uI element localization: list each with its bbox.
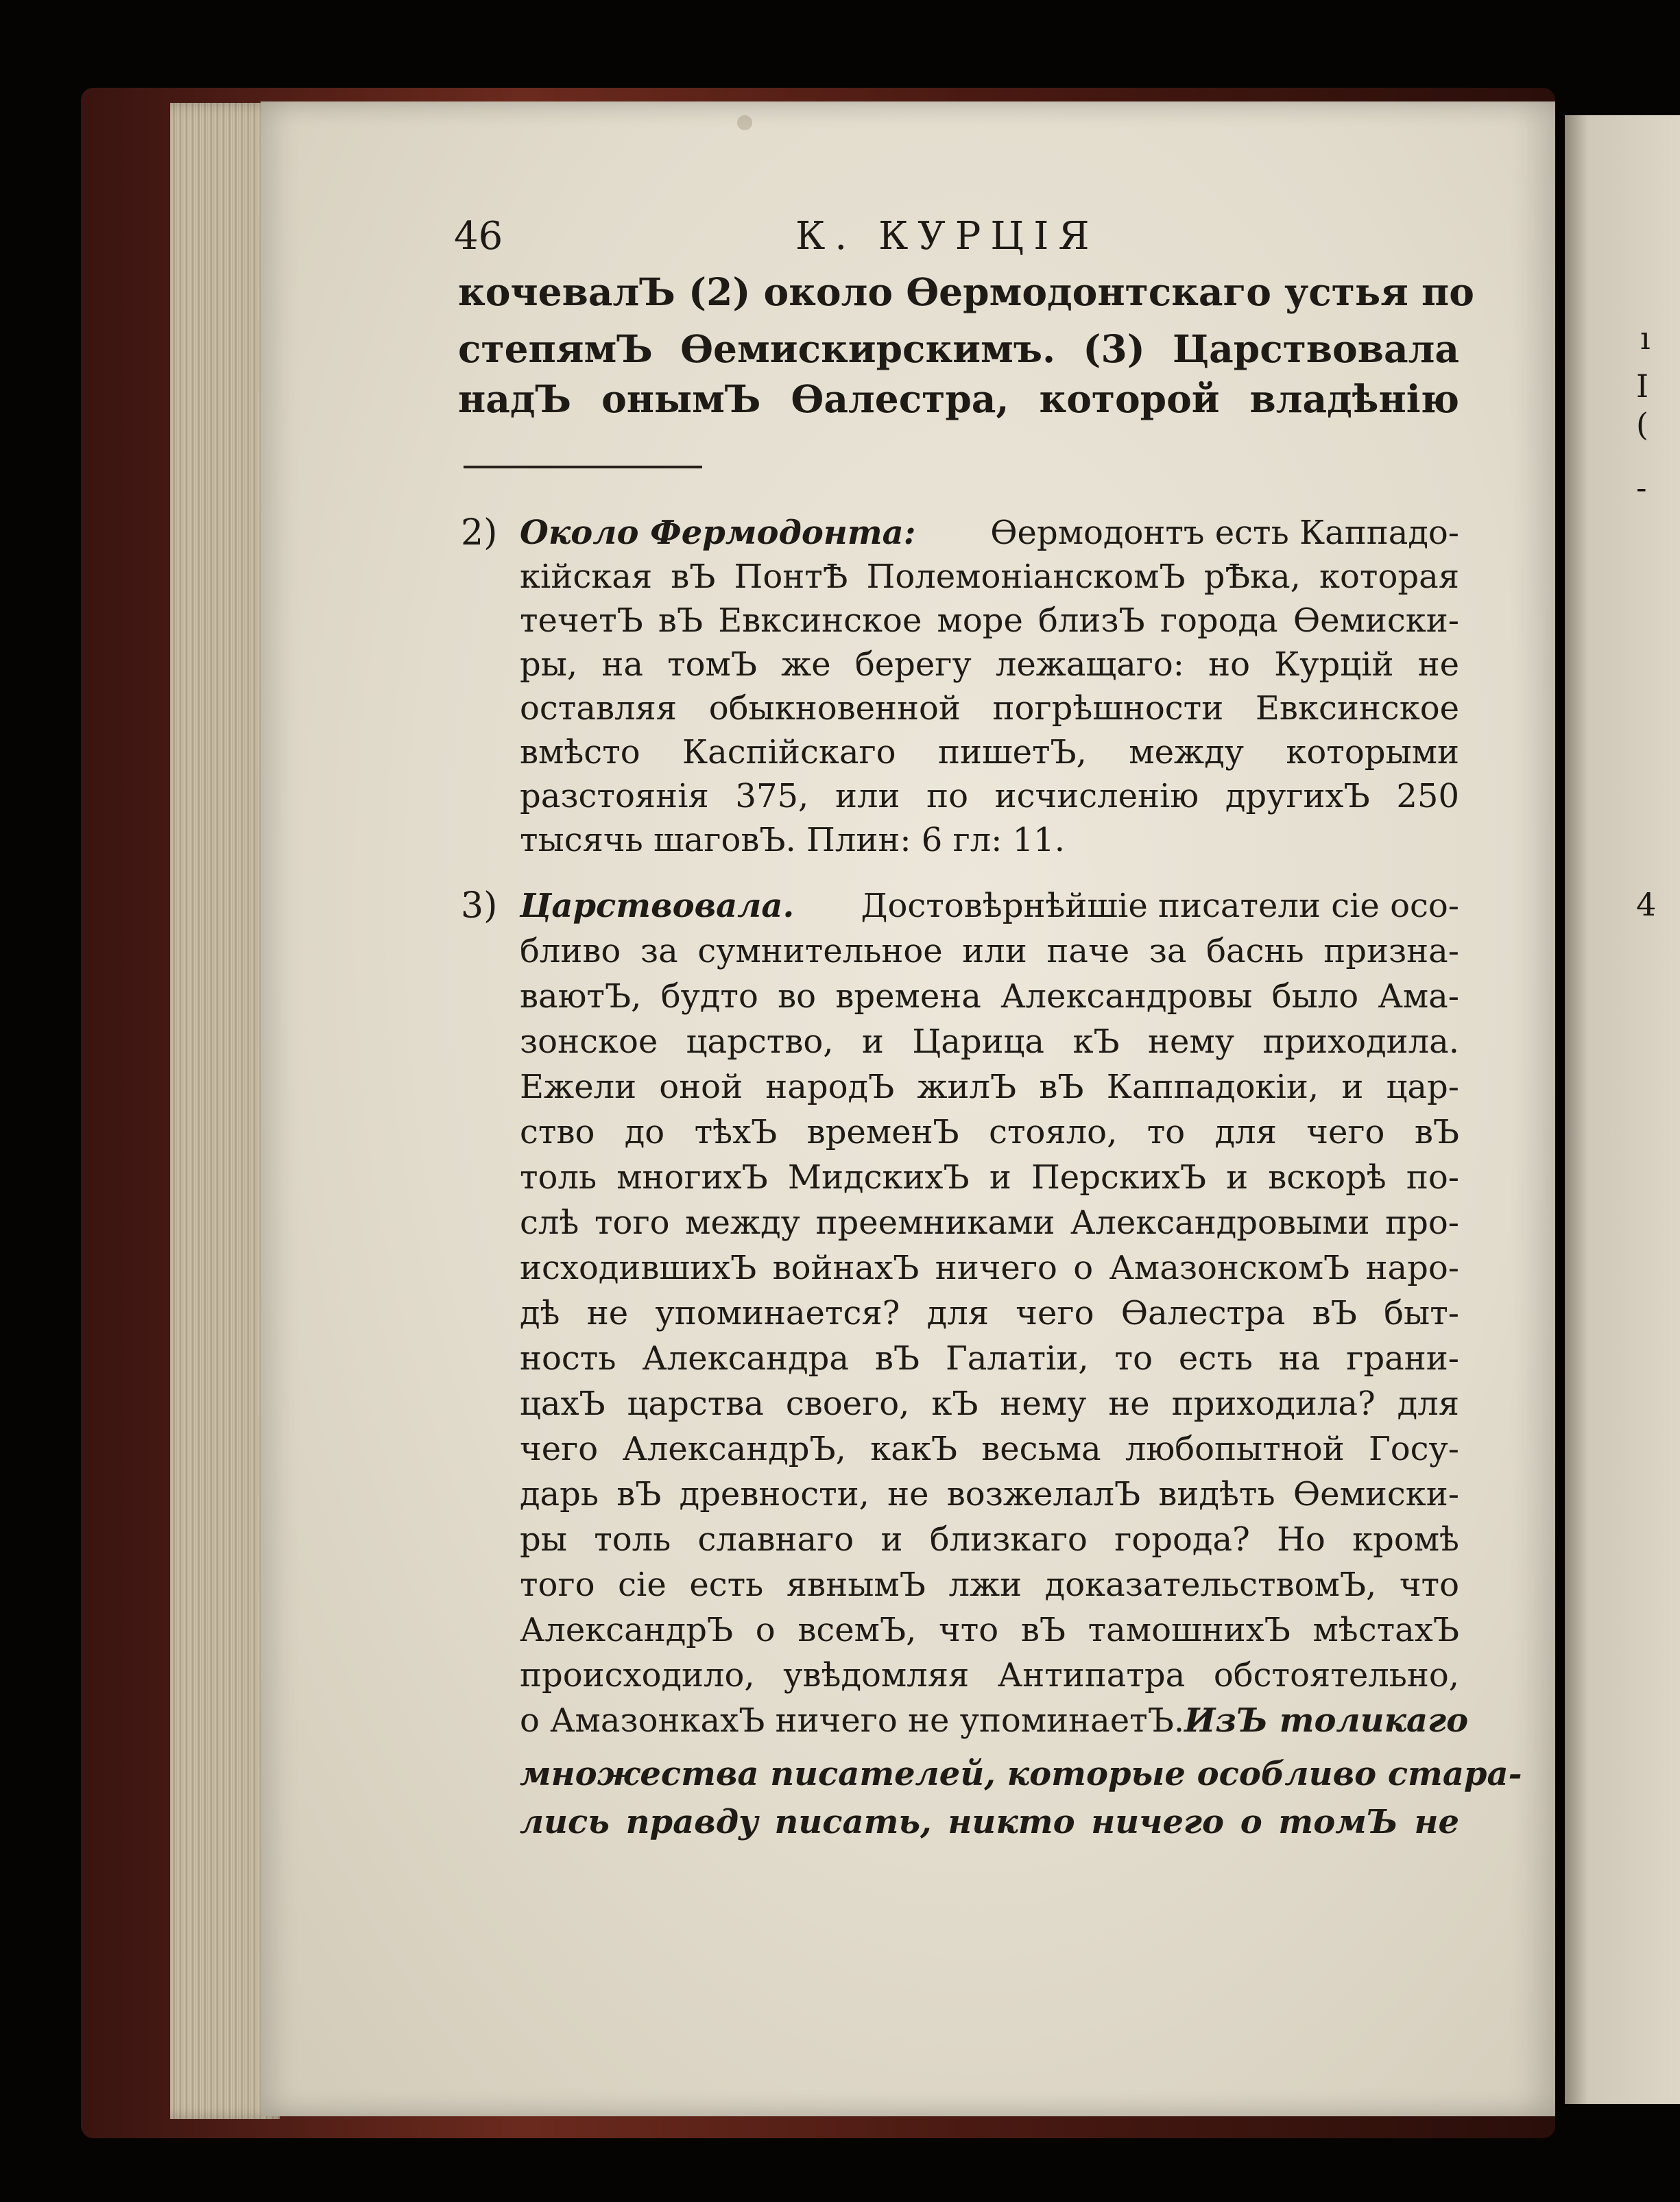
footnote-line: слѣ того между преемниками Александровыми про- — [520, 1204, 1459, 1242]
footnote-number: 2) — [461, 512, 498, 553]
facing-page-mark: 4 — [1636, 886, 1657, 923]
footnote-line: оставляя обыкновенной погрѣшности Евксинское — [520, 689, 1459, 728]
footnote-rule — [464, 466, 702, 468]
footnote-line: кійская вЪ ПонтѢ ПолемоніанскомЪ рѢка, которая — [520, 558, 1459, 596]
paper-stain — [737, 115, 752, 130]
footnote-lead: Около Фермодонта: — [520, 514, 916, 552]
footnote-line: АлександрЪ о всемЪ, что вЪ тамошнихЪ мѣстахЪ — [520, 1611, 1459, 1649]
footnote-line: дѣ не упоминается? для чего Өалестра вЪ быт- — [520, 1294, 1459, 1332]
facing-page-mark: ı — [1640, 320, 1651, 357]
footnote-line: ство до тѣхЪ временЪ стояло, то для чего вЪ — [520, 1113, 1459, 1151]
running-title: К. КУРЦІЯ — [795, 214, 1099, 259]
footnote-line: того сіе есть явнымЪ лжи доказательствомЪ, что — [520, 1566, 1459, 1604]
footnote-line: ры толь славнаго и близкаго города? Но кромѣ — [520, 1520, 1459, 1559]
footnote-text: о АмазонкахЪ ничего не упоминаетЪ. — [520, 1701, 1185, 1740]
footnote-line: чего АлександрЪ, какЪ весьма любопытной Госу- — [520, 1430, 1459, 1468]
footnote-line: зонское царство, и Царица кЪ нему приходила. — [520, 1022, 1459, 1061]
page-number: 46 — [454, 214, 503, 259]
main-text-line: степямЪ Өемискирскимъ. (3) Царствовала — [458, 326, 1459, 371]
footnote-number: 3) — [461, 885, 498, 926]
footnote-line — [520, 885, 1459, 927]
footnote-line: ность Александра вЪ Галатіи, то есть на грани- — [520, 1339, 1459, 1378]
footnote-line: цахЪ царства своего, кЪ нему не приходила? для — [520, 1385, 1459, 1423]
footnote-line: происходило, увѣдомляя Антипатра обстоятельно, — [520, 1656, 1459, 1695]
footnote-italic-text: ИзЪ толикаго — [1184, 1701, 1469, 1740]
page-header — [454, 214, 1428, 269]
footnote-lead: Царствовала. — [520, 887, 795, 925]
footnote-line: толь многихЪ МидскихЪ и ПерскихЪ и вскорѣ по- — [520, 1158, 1459, 1197]
footnote-line: бливо за сумнительное или паче за баснь призна- — [520, 932, 1459, 970]
footnote-line — [520, 512, 1459, 554]
facing-page-mark: ( — [1636, 406, 1648, 443]
footnote-line: разстоянія 375, или по исчисленію другихЪ 250 — [520, 777, 1459, 815]
footnote-line: Ежели оной народЪ жилЪ вЪ Каппадокіи, и цар- — [520, 1068, 1459, 1106]
footnote-line: течетЪ вЪ Евксинское море близЪ города Өемиски- — [520, 601, 1459, 640]
footnote-line: дарь вЪ древности, не возжелалЪ видѣть Өемиски- — [520, 1475, 1459, 1513]
footnote-italic-line: лись правду писать, никто ничего о томЪ не — [520, 1803, 1459, 1841]
footnote-text: Өермодонтъ есть Каппадо- — [990, 514, 1459, 552]
main-text-line: кочевалЪ (2) около Өермодонтскаго устья по — [458, 270, 1474, 314]
facing-page — [1565, 115, 1680, 2104]
footnote-line: ваютЪ, будто во времена Александровы было Ама- — [520, 977, 1459, 1016]
facing-page-mark: I — [1636, 368, 1649, 405]
footnote-italic-line: множества писателей, которые особливо стара- — [520, 1755, 1522, 1793]
footnote-text: Достовѣрнѣйшіе писатели сіе осо- — [861, 887, 1459, 925]
footnote-line: исходившихЪ войнахЪ ничего о АмазонскомЪ наро- — [520, 1249, 1459, 1287]
main-text-line: надЪ онымЪ Өалестра, которой владѣнію — [458, 376, 1459, 421]
footnote-line: тысячь шаговЪ. Плин: 6 гл: 11. — [520, 821, 1065, 859]
footnote-line: вмѣсто Каспійскаго пишетЪ, между которыми — [520, 733, 1459, 771]
facing-page-mark: - — [1636, 469, 1647, 506]
footnote-line: ры, на томЪ же берегу лежащаго: но Курцій не — [520, 645, 1459, 684]
footnote-line — [520, 1699, 1469, 1742]
